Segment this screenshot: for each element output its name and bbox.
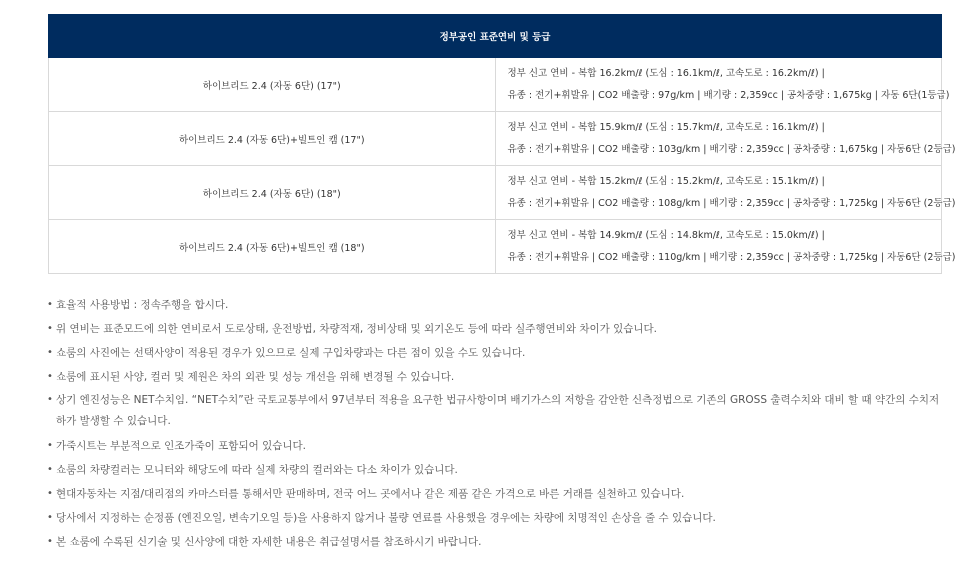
bullet-icon: • [47, 299, 53, 310]
model-name: 하이브리드 2.4 (자동 6단)+빌트인 캠 (17") [49, 112, 496, 166]
efficiency-line: 정부 신고 연비 - 복합 14.9km/ℓ (도심 : 14.8km/ℓ, 고속도로 : 15.0km/ℓ) | [507, 230, 825, 241]
spec-line: 유종 : 전기+휘발유 | CO2 배출량 : 97g/km | 배기량 : 2,359cc | 공차중량 : 1,675kg | 자동 6단(1등급) [507, 89, 950, 101]
note-text: 위 연비는 표준모드에 의한 연비로서 도로상태, 운전방법, 차량적재, 정비상태 및 외기온도 등에 따라 실주행연비와 차이가 있습니다. [56, 323, 657, 335]
model-name: 하이브리드 2.4 (자동 6단) (18") [49, 166, 496, 220]
bullet-icon: • [47, 488, 53, 499]
note-text: 현대자동차는 지점/대리점의 카마스터를 통해서만 판매하며, 전국 어느 곳에서나 같은 제품 같은 가격으로 바른 거래를 실천하고 있습니다. [56, 488, 685, 500]
bullet-icon: • [47, 464, 53, 475]
bullet-icon: • [47, 536, 53, 547]
table-title: 정부공인 표준연비 및 등급 [49, 15, 942, 58]
fuel-efficiency-table [48, 14, 956, 274]
efficiency-line: 정부 신고 연비 - 복합 16.2km/ℓ (도심 : 16.1km/ℓ, 고속도로 : 16.2km/ℓ) | [507, 68, 825, 79]
bullet-icon: • [47, 512, 53, 523]
note-text: 가죽시트는 부분적으로 인조가죽이 포함되어 있습니다. [56, 440, 306, 452]
table-row [49, 166, 942, 220]
note-text: 본 쇼룸에 수록된 신기술 및 신사양에 대한 자세한 내용은 취급설명서를 참조하시기 바랍니다. [56, 536, 482, 548]
note-text: 효율적 사용방법 : 정속주행을 합시다. [56, 299, 229, 311]
list-item [46, 365, 946, 389]
efficiency-line: 정부 신고 연비 - 복합 15.9km/ℓ (도심 : 15.7km/ℓ, 고속도로 : 16.1km/ℓ) | [507, 122, 825, 133]
bullet-icon: • [47, 394, 53, 405]
list-item [46, 458, 946, 482]
bullet-icon: • [47, 323, 53, 334]
list-item [46, 482, 946, 506]
list-item [46, 341, 946, 365]
efficiency-line: 정부 신고 연비 - 복합 15.2km/ℓ (도심 : 15.2km/ℓ, 고속도로 : 15.1km/ℓ) | [507, 176, 825, 187]
spec-line: 유종 : 전기+휘발유 | CO2 배출량 : 103g/km | 배기량 : 2,359cc | 공차중량 : 1,675kg | 자동6단 (2등급) [507, 143, 956, 155]
efficiency-detail [495, 166, 956, 220]
note-text: 당사에서 지정하는 순정품 (엔진오일, 변속기오일 등)을 사용하지 않거나 불량 연료를 사용했을 경우에는 차량에 치명적인 손상을 줄 수 있습니다. [56, 512, 716, 524]
table-row [49, 58, 942, 112]
model-name: 하이브리드 2.4 (자동 6단)+빌트인 캠 (18") [49, 220, 496, 274]
list-item [46, 389, 946, 434]
table-row [49, 112, 942, 166]
table-header-row [49, 15, 942, 58]
note-text: 쇼룸에 표시된 사양, 컬러 및 제원은 차의 외관 및 성능 개선을 위해 변경될 수 있습니다. [56, 371, 455, 383]
efficiency-detail [495, 112, 956, 166]
bullet-icon: • [47, 371, 53, 382]
list-item [46, 530, 946, 554]
note-text: 쇼룸의 사진에는 선택사양이 적용된 경우가 있으므로 실제 구입차량과는 다른 점이 있을 수도 있습니다. [56, 347, 526, 359]
spec-line: 유종 : 전기+휘발유 | CO2 배출량 : 108g/km | 배기량 : 2,359cc | 공차중량 : 1,725kg | 자동6단 (2등급) [507, 197, 956, 209]
list-item [46, 434, 946, 458]
bullet-icon: • [47, 440, 53, 451]
spec-line: 유종 : 전기+휘발유 | CO2 배출량 : 110g/km | 배기량 : 2,359cc | 공차중량 : 1,725kg | 자동6단 (2등급) [507, 251, 956, 263]
model-name: 하이브리드 2.4 (자동 6단) (17") [49, 58, 496, 112]
list-item [46, 293, 946, 317]
bullet-icon: • [47, 347, 53, 358]
efficiency-detail [495, 220, 956, 274]
efficiency-detail [495, 58, 950, 112]
notes-list [46, 293, 946, 554]
note-text: 상기 엔진성능은 NET수치임. “NET수치”란 국토교통부에서 97년부터 적용을 요구한 법규사항이며 배기가스의 저항을 감안한 신측정법으로 기존의 GROSS 출력수치와 대비 할 때 약간의 수치저하가 발생할 수 있습니다. [56, 394, 940, 427]
fuel-efficiency-section [48, 14, 956, 274]
list-item [46, 317, 946, 341]
list-item [46, 506, 946, 530]
table-row [49, 220, 942, 274]
note-text: 쇼룸의 차량컬러는 모니터와 해당도에 따라 실제 차량의 컬러와는 다소 차이가 있습니다. [56, 464, 458, 476]
